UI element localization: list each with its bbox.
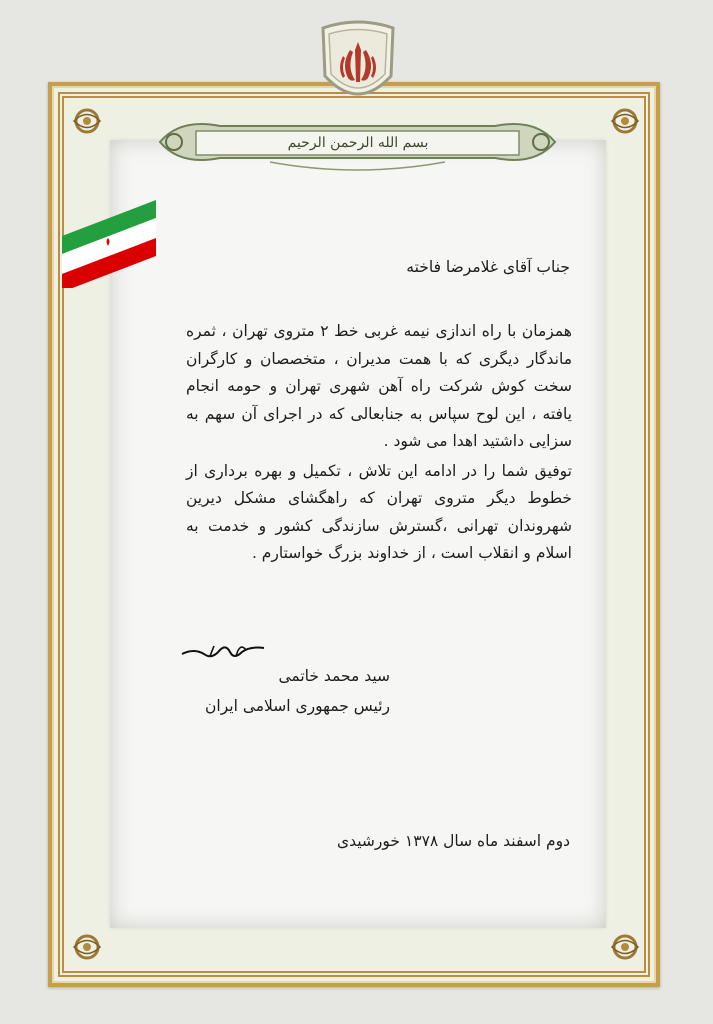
iran-emblem-icon [317, 20, 399, 108]
handwritten-signature [180, 638, 266, 666]
letter-date: دوم اسفند ماه سال ۱۳۷۸ خورشیدی [336, 832, 570, 850]
corner-ornament-icon [70, 930, 104, 964]
signer-name: سید محمد خاتمی [278, 667, 390, 685]
corner-ornament-icon [608, 104, 642, 138]
corner-ornament-icon [70, 104, 104, 138]
corner-ornament-icon [608, 930, 642, 964]
basmala-text: بسم الله الرحمن الرحیم [287, 135, 429, 151]
letter-body [186, 318, 572, 568]
iran-flag-icon [60, 198, 158, 288]
letter-paragraph: همزمان با راه اندازی نیمه غربی خط ۲ متروی تهران ، ثمره ماندگار دیگری که با همت مدیران ، متخصصان و کارگران سخت کوش شرکت راه آهن شهری تهران و حومه انجام یافته ، این لوح سپاس به جنابعالی که در اجرای آن سهم به سزایی داشتید اهدا می شود . [186, 322, 572, 450]
signer-title: رئیس جمهوری اسلامی ایران [205, 697, 390, 715]
letter-paragraph: توفیق شما را در ادامه این تلاش ، تکمیل و بهره برداری از خطوط دیگر متروی تهران که راهگشای مشکل دیرین شهروندان تهرانی ،گسترش سازندگی کشور و خدمت به اسلام و انقلاب است ، از خداوند بزرگ خواستارم . [186, 461, 572, 562]
recipient-line: جناب آقای غلامرضا فاخته [406, 258, 570, 276]
